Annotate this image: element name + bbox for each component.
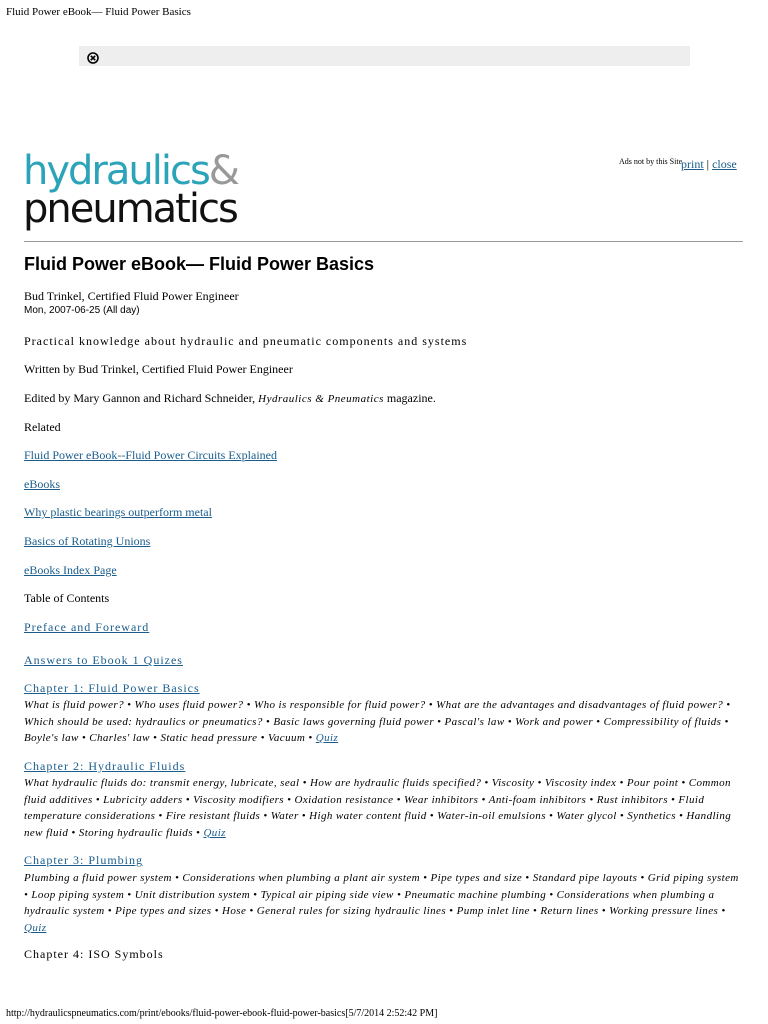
ads-note: Ads not by this Site [619, 157, 683, 166]
chapter-1-link[interactable]: Chapter 1: Fluid Power Basics [24, 681, 200, 695]
chapter-3-topics [24, 870, 744, 936]
browser-title: Fluid Power eBook— Fluid Power Basics [6, 6, 191, 18]
edited-by [24, 391, 436, 406]
close-link[interactable]: close [712, 157, 737, 171]
chapter-2-topics [24, 775, 744, 841]
chapter-topics-text: Plumbing a fluid power system • Considerations when plumbing a plant air system • Pipe types and size • Standard pipe layouts • Grid piping system • Loop piping system • Unit distribution system • Typical air piping side view • Pneumatic machine plumbing • Considerations when plumbing a hydraulic system • Pipe types and sizes • Hose • General rules for sizing hydraulic lines • Pump inlet line • Return lines • Working pressure lines • [24, 872, 739, 917]
related-link[interactable]: eBooks Index Page [24, 563, 117, 577]
separator: | [706, 157, 710, 171]
answers-link[interactable]: Answers to Ebook 1 Quizes [24, 653, 183, 667]
toc-label: Table of Contents [24, 591, 110, 605]
chapter-topics-text: What is fluid power? • Who uses fluid power? • Who is responsible for fluid power? • What are the advantages and disadvantages of fluid power? • Which should be used: hydraulics or pneumatics? • Basic laws governing fluid power • Pascal's law • Work and power • Compressibility of fluids • Boyle's law • Charles' law • Static head pressure • Vacuum • [24, 699, 731, 744]
related-label: Related [24, 420, 61, 434]
chapter-2-link[interactable]: Chapter 2: Hydraulic Fluids [24, 759, 186, 773]
site-logo [23, 148, 238, 232]
chapter-topics-text: What hydraulic fluids do: transmit energy, lubricate, seal • How are hydraulic fluids specified? • Viscosity • Viscosity index • Pour point • Common fluid additives • Lubricity adders • Viscosity modifiers • Oxidation resistance • Wear inhibitors • Anti-foam inhibitors • Rust inhibitors • Fluid temperature considerations • Fire resistant fluids • Water • High water content fluid • Water-in-oil emulsions • Water glycol • Synthetics • Handling new fluid • Storing hydraulic fluids • [24, 777, 732, 839]
header-divider [24, 241, 743, 242]
written-by: Written by Bud Trinkel, Certified Fluid Power Engineer [24, 362, 293, 376]
chapter-4-title: Chapter 4: ISO Symbols [24, 947, 164, 961]
related-link[interactable]: eBooks [24, 477, 60, 491]
related-link[interactable]: Why plastic bearings outperform metal [24, 505, 212, 519]
preface-link[interactable]: Preface and Foreward [24, 620, 150, 634]
edited-prefix: Edited by Mary Gannon and Richard Schneider, [24, 391, 259, 405]
article-title: Fluid Power eBook— Fluid Power Basics [24, 254, 375, 274]
print-link[interactable]: print [681, 157, 704, 171]
quiz-link[interactable]: Quiz [24, 921, 47, 934]
quiz-link[interactable]: Quiz [315, 732, 339, 744]
chapter-1-topics [24, 697, 744, 747]
article-date: Mon, 2007-06-25 (All day) [24, 305, 140, 316]
related-link[interactable]: Fluid Power eBook--Fluid Power Circuits Explained [24, 448, 277, 462]
magazine-name: Hydraulics & Pneumatics [258, 393, 384, 405]
chapter-3-link[interactable]: Chapter 3: Plumbing [24, 853, 143, 867]
logo-ampersand: & [208, 148, 238, 194]
logo-word-pneumatics: pneumatics [23, 186, 237, 232]
quiz-link[interactable]: Quiz [203, 826, 226, 839]
close-ad-icon[interactable] [87, 51, 99, 63]
logo-word-hydraulics: hydraulics [23, 148, 209, 194]
footer-url: http://hydraulicspneumatics.com/print/ebooks/fluid-power-ebook-fluid-power-basics[5/7/2014 2:52:42 PM] [6, 1008, 438, 1019]
author-byline: Bud Trinkel, Certified Fluid Power Engineer [24, 289, 239, 303]
print-close-links [681, 157, 737, 172]
related-link[interactable]: Basics of Rotating Unions [24, 534, 151, 548]
ad-banner [79, 46, 690, 66]
edited-suffix: magazine. [383, 391, 436, 405]
article-summary: Practical knowledge about hydraulic and pneumatic components and systems [24, 334, 468, 348]
